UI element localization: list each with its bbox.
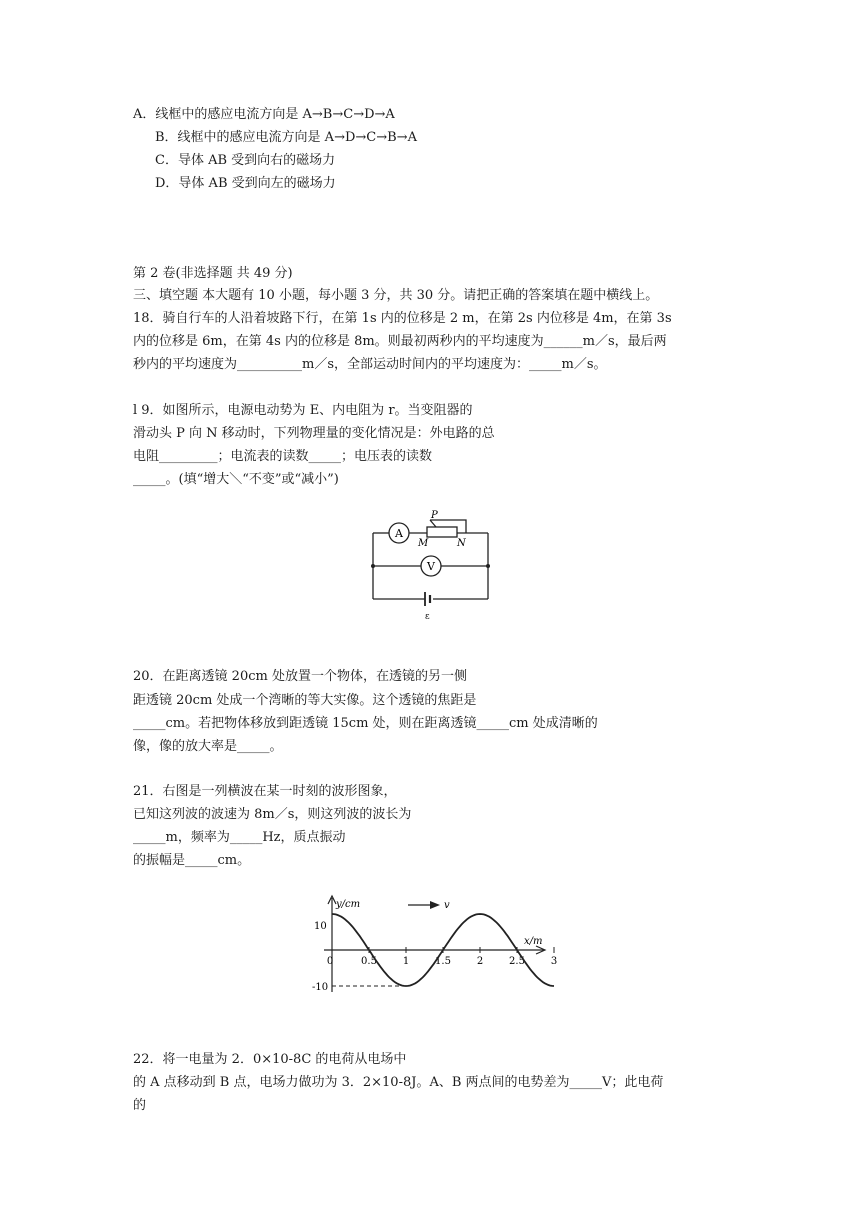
q18-line-3: 秒内的平均速度为__________m／s，全部运动时间内的平均速度为：_____m／s。 xyxy=(133,357,607,372)
y-tick-neg10: -10 xyxy=(312,982,329,993)
q19-line-3: 电阻_________；电流表的读数_____；电压表的读数 xyxy=(133,449,433,464)
x-tick-label: 2 xyxy=(476,956,484,967)
q22-line-2: 的 A 点移动到 B 点，电场力做功为 3．2×10-8J。A、B 两点间的电势差为_____V；此电荷 xyxy=(133,1075,664,1090)
velocity-label: v xyxy=(444,900,450,911)
velocity-arrowhead xyxy=(430,901,440,909)
q21-line-1: 21．右图是一列横波在某一时刻的波形图象， xyxy=(133,784,397,799)
junction-right xyxy=(486,564,490,568)
section-title: 第 2 卷(非选择题 共 49 分) xyxy=(133,266,293,281)
option-a: A．线框中的感应电流方向是 A→B→C→D→A xyxy=(133,107,395,122)
y-axis-label: y/cm xyxy=(336,899,361,910)
x-tick-label: 1.5 xyxy=(435,956,451,967)
voltmeter-label: V xyxy=(427,560,435,573)
option-c: C．导体 AB 受到向右的磁场力 xyxy=(155,153,336,168)
voltmeter xyxy=(421,556,441,576)
q22-line-1: 22．将一电量为 2．0×10-8C 的电荷从电场中 xyxy=(133,1052,407,1067)
q22-line-3: 的 xyxy=(133,1098,147,1113)
end-n-label: N xyxy=(457,538,466,549)
junction-left xyxy=(371,564,375,568)
section-instructions: 三、填空题 本大题有 10 小题，每小题 3 分，共 30 分。请把正确的答案填在题中横线上。 xyxy=(133,288,659,303)
q18-line-2: 内的位移是 6m，在第 4s 内的位移是 8m。则最初两秒内的平均速度为______m／s，最后两 xyxy=(133,334,667,349)
x-tick-label: 3 xyxy=(550,956,557,967)
q19-line-1: l 9．如图所示，电源电动势为 E、内电阻为 r。当变阻器的 xyxy=(133,403,473,418)
x-tick-label: 2.5 xyxy=(509,956,525,967)
option-d: D．导体 AB 受到向左的磁场力 xyxy=(155,176,336,191)
q19-line-2: 滑动头 P 向 N 移动时，下列物理量的变化情况是：外电路的总 xyxy=(133,426,495,441)
q20-line-1: 20．在距离透镜 20cm 处放置一个物体，在透镜的另一侧 xyxy=(133,669,467,684)
q20-line-4: 像，像的放大率是_____。 xyxy=(133,739,283,754)
battery-label: ε xyxy=(425,612,430,622)
option-b: B．线框中的感应电流方向是 A→D→C→B→A xyxy=(155,130,417,145)
q20-line-3: _____cm。若把物体移放到距透镜 15cm 处，则在距离透镜_____cm 处成清晰的 xyxy=(133,716,598,731)
q20-line-2: 距透镜 20cm 处成一个湾晰的等大实像。这个透镜的焦距是 xyxy=(133,693,477,708)
x-axis-label: x/m xyxy=(524,936,543,947)
x-tick-label: 1 xyxy=(402,956,410,967)
end-m-label: M xyxy=(418,538,429,549)
q21-line-3: _____m，频率为_____Hz，质点振动 xyxy=(133,830,346,845)
q21-line-4: 的振幅是_____cm。 xyxy=(133,853,251,868)
slider-p-label: P xyxy=(431,510,438,521)
ammeter-label: A xyxy=(395,527,403,540)
q18-line-1: 18．骑自行车的人沿着坡路下行，在第 1s 内的位移是 2 m，在第 2s 内位移是 4m，在第 3s xyxy=(133,311,672,326)
circuit-diagram xyxy=(365,508,495,623)
x-tick-label: 0.5 xyxy=(361,956,377,967)
q21-line-2: 已知这列波的波速为 8m／s，则这列波的波长为 xyxy=(133,807,412,822)
q19-line-4: _____。(填“增大＼“不变”或“减小”) xyxy=(133,472,339,487)
wave-graph xyxy=(312,892,557,1002)
x-tick-label: 0 xyxy=(326,956,334,967)
ammeter xyxy=(389,523,409,543)
y-tick-10: 10 xyxy=(314,921,327,932)
